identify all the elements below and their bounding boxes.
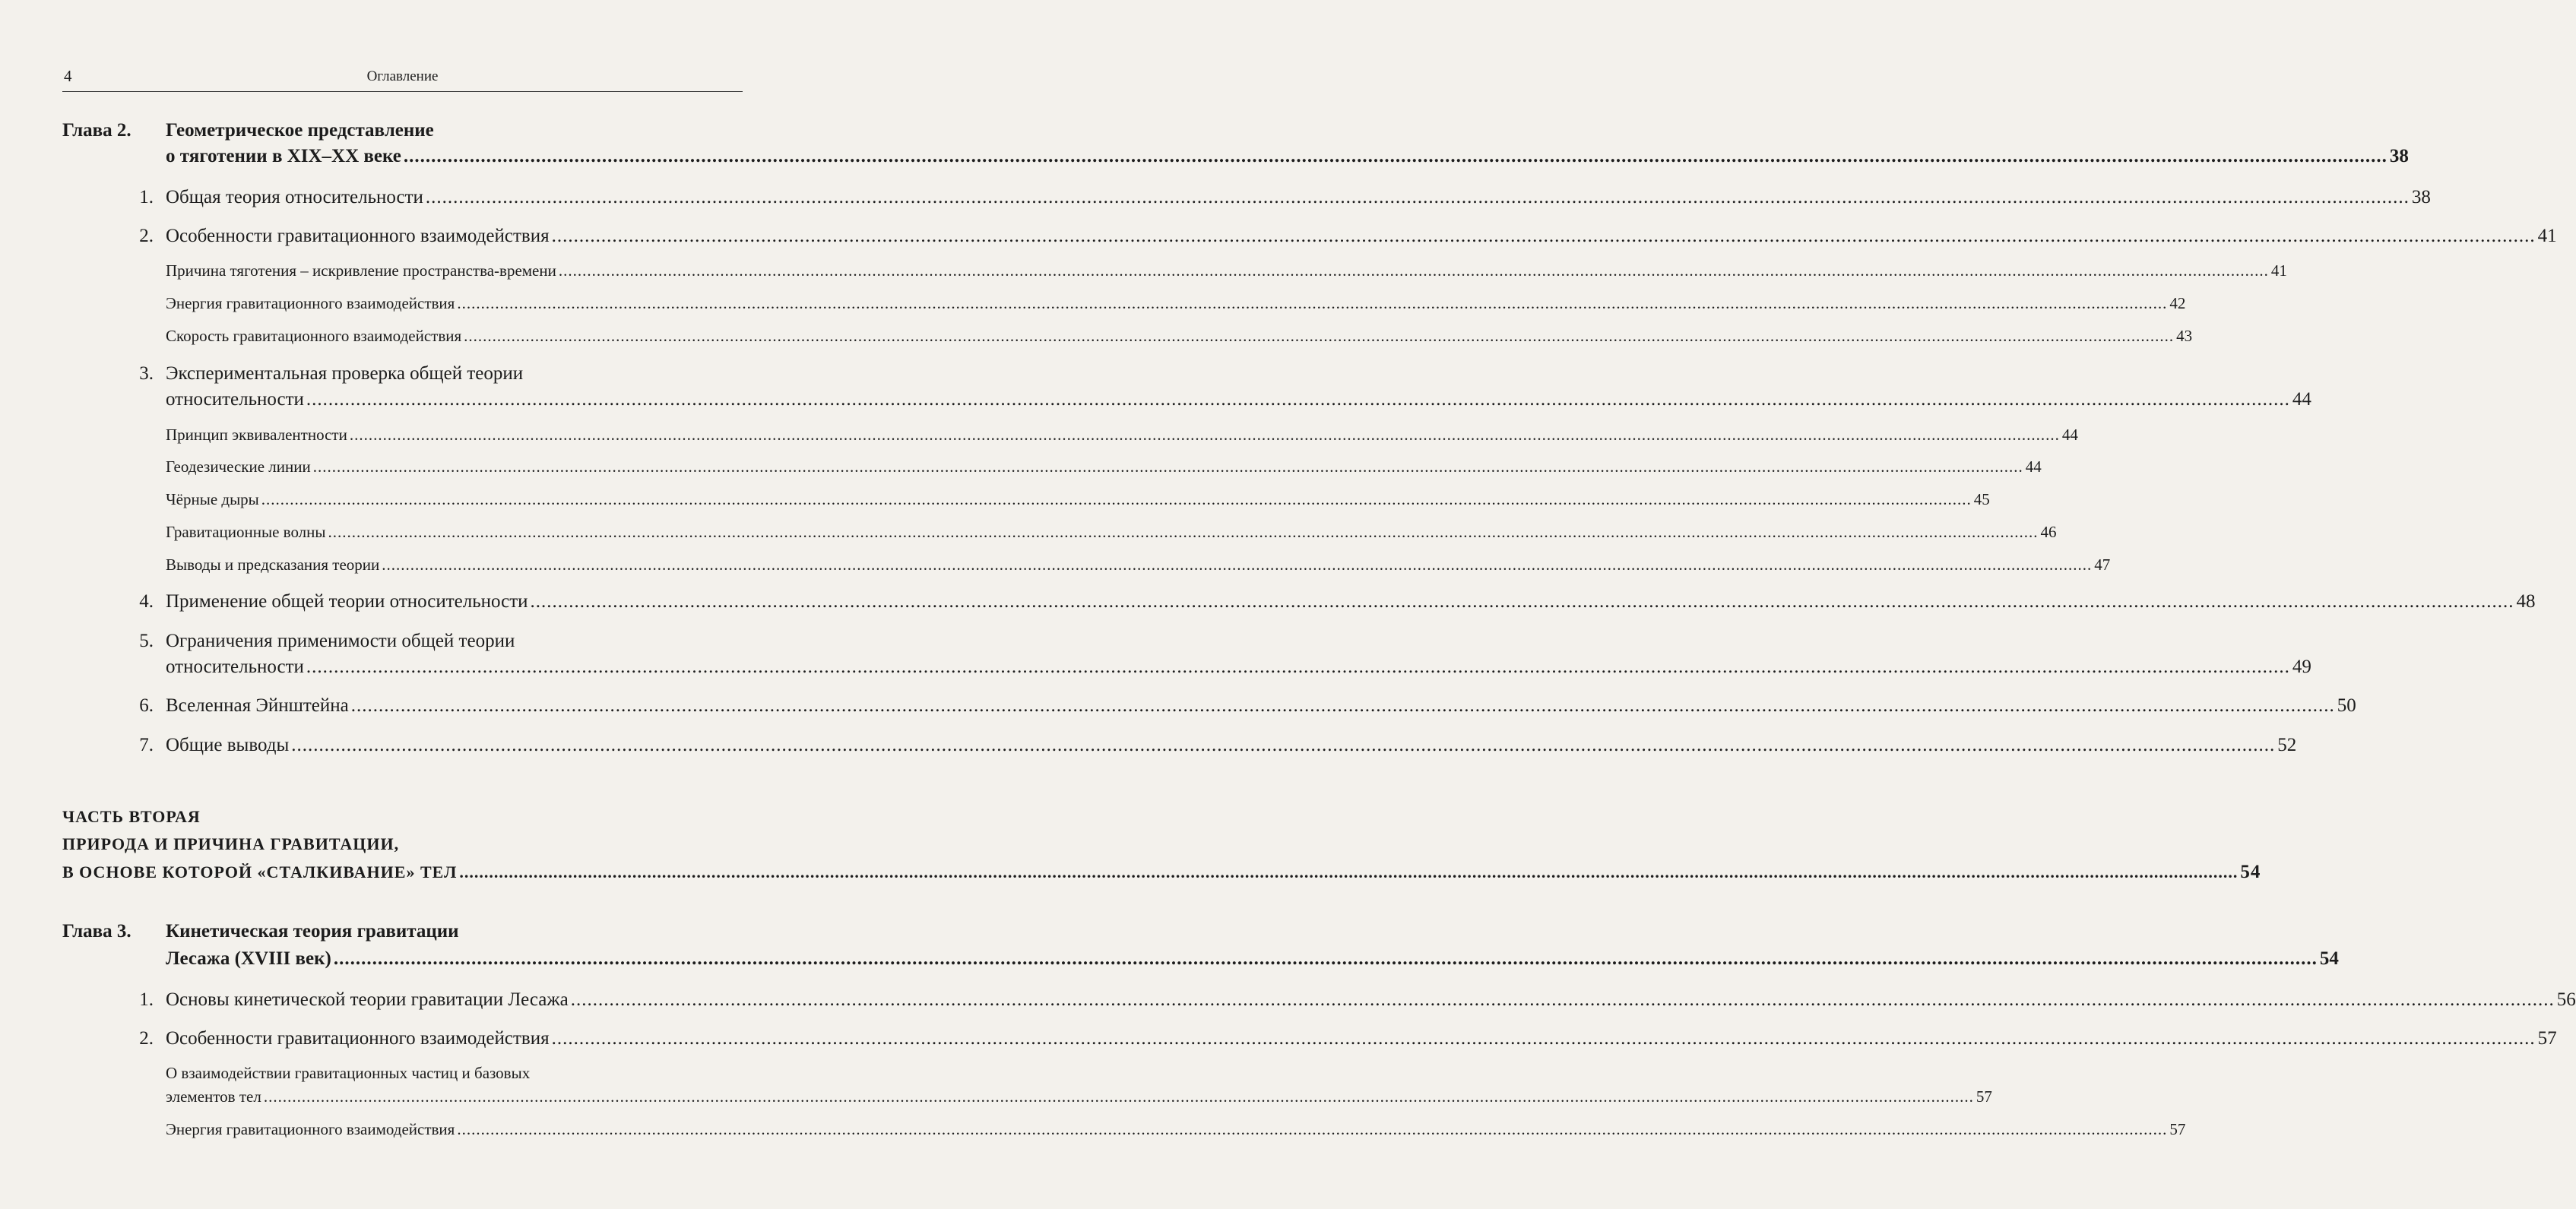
section-number: 5. xyxy=(139,631,154,651)
chapter-title-line-2: Лесажа (XVIII век) xyxy=(166,948,331,969)
section-title: Общая теория относительности xyxy=(166,187,423,207)
section-title: Особенности гравитационного взаимодействия xyxy=(166,226,550,246)
section-number: 3. xyxy=(139,363,154,384)
toc-entry-row[interactable] xyxy=(166,657,2311,678)
section-number: 2. xyxy=(139,226,154,246)
toc-subentry-row[interactable] xyxy=(166,523,2057,542)
chapter-title-line-1: Геометрическое представление xyxy=(166,120,434,141)
dot-leader xyxy=(264,1087,1974,1106)
section-title-line-1: Ограничения применимости общей теории xyxy=(166,631,515,651)
page-ref: 48 xyxy=(2516,591,2536,612)
toc-subentry-row[interactable] xyxy=(166,327,2193,346)
subsection-title: Скорость гравитационного взаимодействия xyxy=(166,327,462,345)
dot-leader xyxy=(531,591,2514,612)
part-title-line-2: В ОСНОВЕ КОТОРОЙ «СТАЛКИВАНИЕ» ТЕЛ xyxy=(62,862,458,881)
subsection-title-line-1: О взаимодействии гравитационных частиц и базовых xyxy=(166,1064,531,1082)
dot-leader xyxy=(261,490,1972,509)
page-ref: 43 xyxy=(2176,327,2193,345)
dot-leader xyxy=(306,389,2290,410)
dot-leader xyxy=(457,1120,2167,1139)
toc-entry-row[interactable] xyxy=(166,989,2576,1011)
toc-entry-row[interactable] xyxy=(166,389,2311,410)
part-label: ЧАСТЬ ВТОРАЯ xyxy=(62,807,201,826)
section-number: 4. xyxy=(139,591,154,612)
page-ref: 45 xyxy=(1973,490,1990,508)
toc-entry-row[interactable] xyxy=(62,862,2261,883)
toc-entry-row[interactable] xyxy=(166,146,2409,167)
chapter-title-line-1: Кинетическая теория гравитации xyxy=(166,921,459,942)
chapter-title-line-2: о тяготении в XIX–XX веке xyxy=(166,146,401,166)
subsection-title: Гравитационные волны xyxy=(166,523,326,541)
dot-leader xyxy=(291,735,2275,756)
subsection-title-line-2: элементов тел xyxy=(166,1087,261,1106)
toc-subentry-row[interactable] xyxy=(166,457,2042,476)
section-title-line-2: относительности xyxy=(166,657,304,677)
toc-subentry-row[interactable] xyxy=(166,1120,2186,1139)
page-ref: 41 xyxy=(2270,261,2287,280)
running-title: Оглавление xyxy=(366,68,439,84)
page-number: 4 xyxy=(64,67,72,85)
toc-entry-row[interactable] xyxy=(166,735,2297,756)
subsection-title: Геодезические линии xyxy=(166,457,311,476)
dot-leader xyxy=(559,261,2269,280)
section-number: 7. xyxy=(139,735,154,755)
chapter-label: Глава 2. xyxy=(62,120,131,141)
dot-leader xyxy=(334,948,2318,970)
toc-entry-row[interactable] xyxy=(166,226,2557,247)
dot-leader xyxy=(464,327,2174,346)
dot-leader xyxy=(351,695,2335,717)
section-title: Общие выводы xyxy=(166,735,290,755)
dot-leader xyxy=(426,187,2410,208)
subsection-title: Энергия гравитационного взаимодействия xyxy=(166,294,455,312)
page-ref: 54 xyxy=(2319,948,2339,969)
page-ref: 38 xyxy=(2389,146,2409,166)
page-ref: 57 xyxy=(2537,1028,2557,1049)
chapter-label: Глава 3. xyxy=(62,921,131,942)
section-title: Вселенная Эйнштейна xyxy=(166,695,349,716)
toc-subentry-row[interactable] xyxy=(166,490,1990,509)
toc-subentry-row[interactable] xyxy=(166,426,2078,445)
page-ref: 44 xyxy=(2025,457,2042,476)
dot-leader xyxy=(459,862,2238,882)
running-header xyxy=(62,64,743,92)
page-ref: 49 xyxy=(2292,657,2311,677)
dot-leader xyxy=(404,146,2387,167)
subsection-title: Принцип эквивалентности xyxy=(166,426,347,444)
section-title: Применение общей теории относительности xyxy=(166,591,528,612)
section-number: 2. xyxy=(139,1028,154,1049)
toc-subentry-row[interactable] xyxy=(166,1087,1992,1106)
subsection-title: Причина тяготения – искривление пространства-времени xyxy=(166,261,556,280)
section-number: 1. xyxy=(139,989,154,1010)
dot-leader xyxy=(306,657,2290,678)
section-number: 1. xyxy=(139,187,154,207)
page-ref: 52 xyxy=(2277,735,2297,755)
dot-leader xyxy=(382,555,2092,574)
page-ref: 54 xyxy=(2240,862,2261,882)
section-title-line-1: Экспериментальная проверка общей теории xyxy=(166,363,524,384)
dot-leader xyxy=(313,457,2023,476)
toc-entry-row[interactable] xyxy=(166,1028,2557,1049)
section-title-line-2: относительности xyxy=(166,389,304,410)
section-title: Основы кинетической теории гравитации Лесажа xyxy=(166,989,569,1010)
page-ref: 41 xyxy=(2537,226,2557,246)
toc-entry-row[interactable] xyxy=(166,948,2339,970)
page-ref: 57 xyxy=(2169,1120,2186,1138)
part-title-line-1: ПРИРОДА И ПРИЧИНА ГРАВИТАЦИИ, xyxy=(62,834,400,853)
toc-subentry-row[interactable] xyxy=(166,261,2287,280)
dot-leader xyxy=(571,989,2555,1011)
dot-leader xyxy=(552,226,2536,247)
dot-leader xyxy=(457,294,2167,313)
toc-entry-row[interactable] xyxy=(166,695,2356,717)
page-ref: 38 xyxy=(2411,187,2431,207)
page-ref: 44 xyxy=(2061,426,2078,444)
dot-leader xyxy=(328,523,2039,542)
subsection-title: Чёрные дыры xyxy=(166,490,259,508)
toc-subentry-row[interactable] xyxy=(166,294,2186,313)
section-title: Особенности гравитационного взаимодействия xyxy=(166,1028,550,1049)
page-ref: 50 xyxy=(2337,695,2356,716)
page-ref: 47 xyxy=(2094,555,2111,574)
page-ref: 57 xyxy=(1976,1087,1992,1106)
toc-subentry-row[interactable] xyxy=(166,555,2111,574)
section-number: 6. xyxy=(139,695,154,716)
page-ref: 46 xyxy=(2040,523,2057,541)
toc-entry-row[interactable] xyxy=(166,591,2536,612)
subsection-title: Энергия гравитационного взаимодействия xyxy=(166,1120,455,1138)
dot-leader xyxy=(350,426,2060,445)
toc-entry-row[interactable] xyxy=(166,187,2431,208)
page-ref: 56 xyxy=(2556,989,2576,1010)
page-ref: 42 xyxy=(2169,294,2186,312)
subsection-title: Выводы и предсказания теории xyxy=(166,555,380,574)
dot-leader xyxy=(552,1028,2536,1049)
page-ref: 44 xyxy=(2292,389,2311,410)
